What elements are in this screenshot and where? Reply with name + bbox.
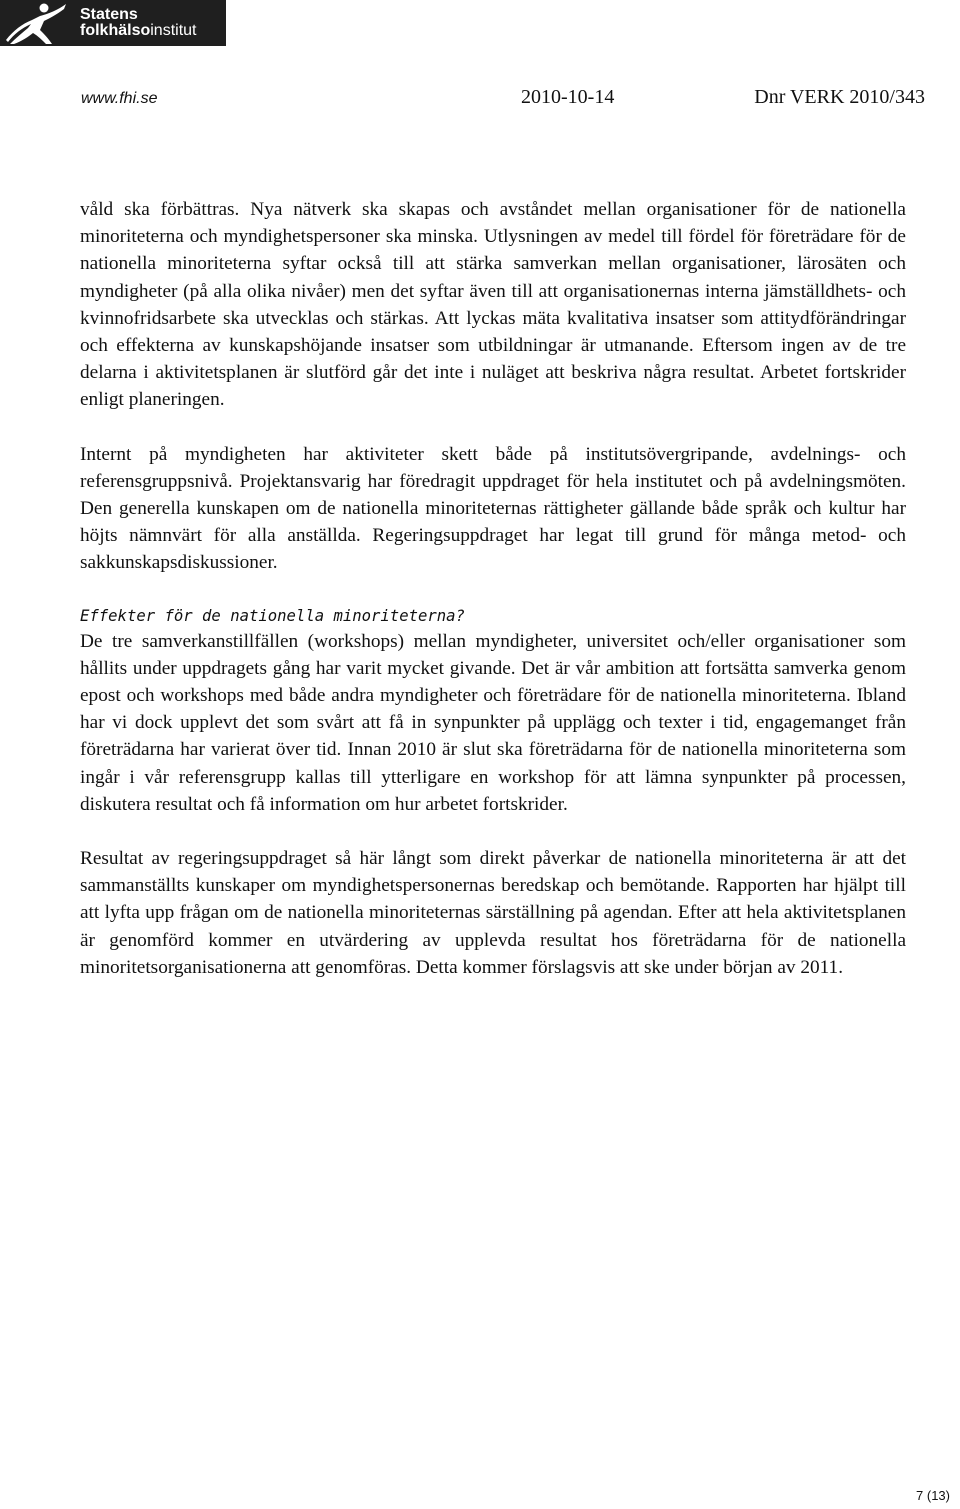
section-heading: Effekter för de nationella minoriteterna? (80, 606, 465, 625)
logo-word-rest: institut (150, 22, 197, 39)
logo-word-bold: folkhälso (80, 22, 151, 39)
paragraph-1: våld ska förbättras. Nya nätverk ska skapas och avståndet mellan organisationer för de nationella minoriteterna och myndighetspersoner ska minska. Utlysningen av medel till fördel för företrädare för de nationella minoriteterna syftar också till att stärka samverkan mellan organisationer, lärosäten och myndigheter (på alla olika nivåer) men det syftar även till att organisationernas interna jämställdhets- och kvinnofridsarbete ska utvecklas och stärkas. Att lyckas mäta kvalitativa insatser som attitydförändringar och effekterna av kunskapshöjande insatser som utbildningar är utmanande. Eftersom ingen av de tre delarna i aktivitetsplanen är slutförd går det inte i nuläget att beskriva några resultat. Arbetet fortskrider enligt planeringen. (80, 199, 906, 411)
page-number: 7 (13) (916, 1488, 950, 1503)
paragraph-3: De tre samverkanstillfällen (workshops) mellan myndigheter, universitet och/eller organisationer som hållits under uppdragets gång har varit mycket givande. Det är vår ambition att fortsätta samverka genom epost och workshops med både andra myndigheter och företrädare för de nationella minoriteterna. Ibland har vi dock upplevt det som svårt att få in synpunkter på upplägg och texter i tid, engagemanget från företrädarna har varierat över tid. Innan 2010 är slut ska företrädarna för de nationella minoriteterna som ingår i vår referensgrupp kallas till ytterligare en workshop för att lämna synpunkter på processen, diskutera resultat och få information om hur arbetet fortskrider. (80, 630, 906, 815)
page-header (81, 86, 925, 112)
document-body (80, 196, 906, 981)
logo-wordmark (80, 7, 196, 39)
logo-line-statens: Statens (80, 6, 138, 23)
document-reference: Dnr VERK 2010/343 (754, 86, 925, 108)
paragraph-4: Resultat av regeringsuppdraget så här långt som direkt påverkar de nationella minoriteterna är att det sammanställts kunskaper om myndighetspersonernas beredskap och bemötande. Rapporten har hjälpt till att lyfta upp frågan om de nationella minoriteternas särställning på agendan. Efter att hela aktivitetsplanen är genomförd kommer en utvärdering av upplevda resultat hos företrädarna för de nationella minoritetsorganisationerna att genomföras. Detta kommer förslagsvis att ske under början av 2011. (80, 848, 906, 978)
logo (0, 0, 226, 46)
document-date: 2010-10-14 (521, 86, 615, 108)
site-url: www.fhi.se (81, 90, 158, 107)
paragraph-2: Internt på myndigheten har aktiviteter skett både på institutsövergripande, avdelnings- och referensgruppsnivå. Projektansvarig har föredragit uppdraget för hela institutet och på avdelningsmöten. Den generella kunskapen om de nationella minoriteternas rättigheter gällande både språk och kultur har höjts nämnvärt för alla anställda. Regeringsuppdraget har legat till grund för många metod- och sakkunskapsdiskussioner. (80, 443, 906, 574)
logo-line-institute (80, 23, 196, 39)
dancing-figure-icon (0, 0, 70, 46)
